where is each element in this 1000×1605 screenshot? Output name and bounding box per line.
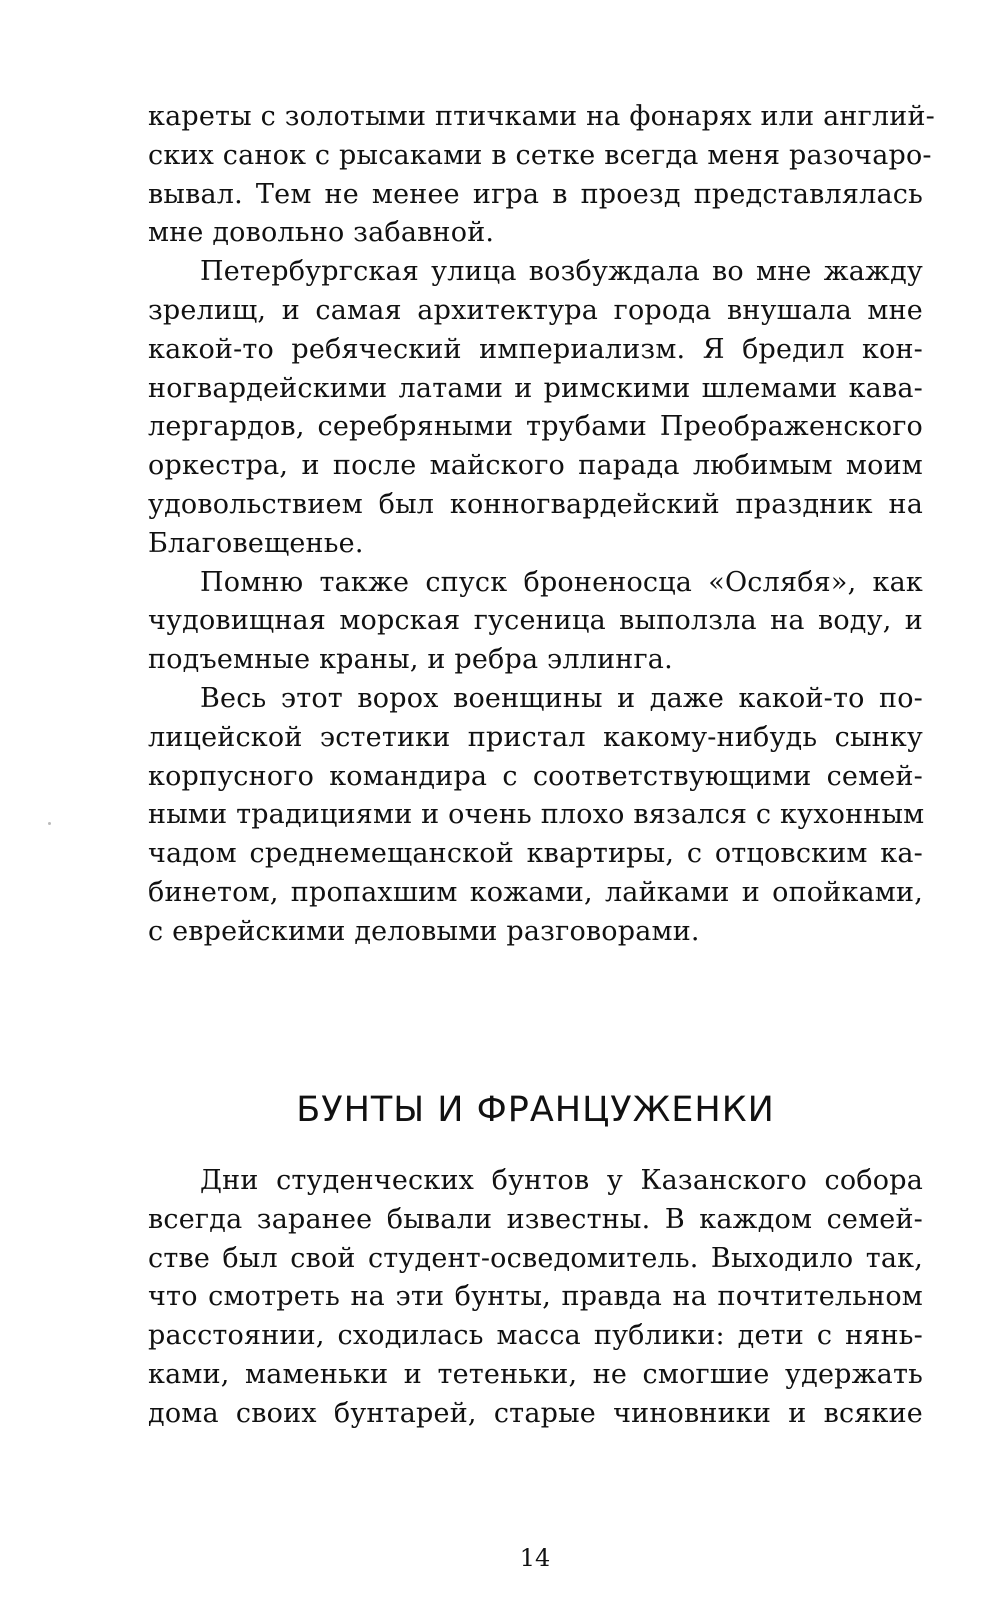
text-line: ными традициями и очень плохо вязался с кухонным <box>148 799 925 831</box>
text-line: подъемные краны, и ребра эллинга. <box>148 644 673 676</box>
text-line: что смотреть на эти бунты, правда на почтительном <box>148 1281 923 1313</box>
scan-speck <box>48 822 51 825</box>
text-line: ских санок с рысаками в сетке всегда меня разочаро- <box>148 139 932 171</box>
text-line: удовольствием был конногвардейский праздник на <box>148 488 923 520</box>
text-line: ками, маменьки и тетеньки, не смогшие удержать <box>148 1358 923 1390</box>
text-line: Весь этот ворох военщины и даже какой-то по- <box>200 682 923 714</box>
paragraph <box>148 98 935 253</box>
text-line: Благовещенье. <box>148 527 364 559</box>
text-line: оркестра, и после майского парада любимым моим <box>148 450 923 482</box>
text-line: зрелищ, и самая архитектура города внушала мне <box>148 294 923 326</box>
section-title: БУНТЫ И ФРАНЦУЖЕНКИ <box>296 1090 775 1130</box>
text-line: ногвардейскими латами и римскими шлемами кава- <box>148 372 923 404</box>
text-line: дома своих бунтарей, старые чиновники и всякие <box>148 1397 923 1429</box>
text-line: корпусного командира с соответствующими семей- <box>148 760 923 792</box>
text-line: лергардов, серебряными трубами Преображенского <box>148 411 923 443</box>
text-line: Петербургская улица возбуждала во мне жажду <box>200 256 923 288</box>
text-line: мне довольно забавной. <box>148 217 495 249</box>
text-line: кареты с золотыми птичками на фонарях или англий- <box>148 101 935 132</box>
text-line: Помню также спуск броненосца «Ослябя», как <box>200 566 923 598</box>
paragraph <box>148 680 923 952</box>
text-line: какой-то ребяческий империализм. Я бредил кон- <box>148 333 923 365</box>
text-line: лицейской эстетики пристал какому-нибудь сынку <box>148 721 923 753</box>
page-number: 14 <box>519 1544 551 1572</box>
text-line: чадом среднемещанской квартиры, с отцовским ка- <box>148 838 923 870</box>
text-line: бинетом, пропахшим кожами, лайками и опойками, <box>148 876 923 908</box>
body-text-bottom <box>148 1162 923 1434</box>
text-line: стве был свой студент-осведомитель. Выходило так, <box>148 1242 923 1274</box>
paragraph <box>148 253 923 563</box>
body-text-top <box>148 98 935 952</box>
text-line: вывал. Тем не менее игра в проезд представлялась <box>148 178 923 210</box>
text-line: чудовищная морская гусеница выползла на воду, и <box>148 605 923 637</box>
paragraph <box>148 1162 923 1434</box>
text-line: всегда заранее бывали известны. В каждом семей- <box>148 1203 923 1235</box>
text-line: с еврейскими деловыми разговорами. <box>148 915 700 947</box>
paragraph <box>148 564 923 680</box>
text-line: расстоянии, сходилась масса публики: дети с нянь- <box>148 1320 923 1352</box>
text-line: Дни студенческих бунтов у Казанского собора <box>200 1165 923 1196</box>
